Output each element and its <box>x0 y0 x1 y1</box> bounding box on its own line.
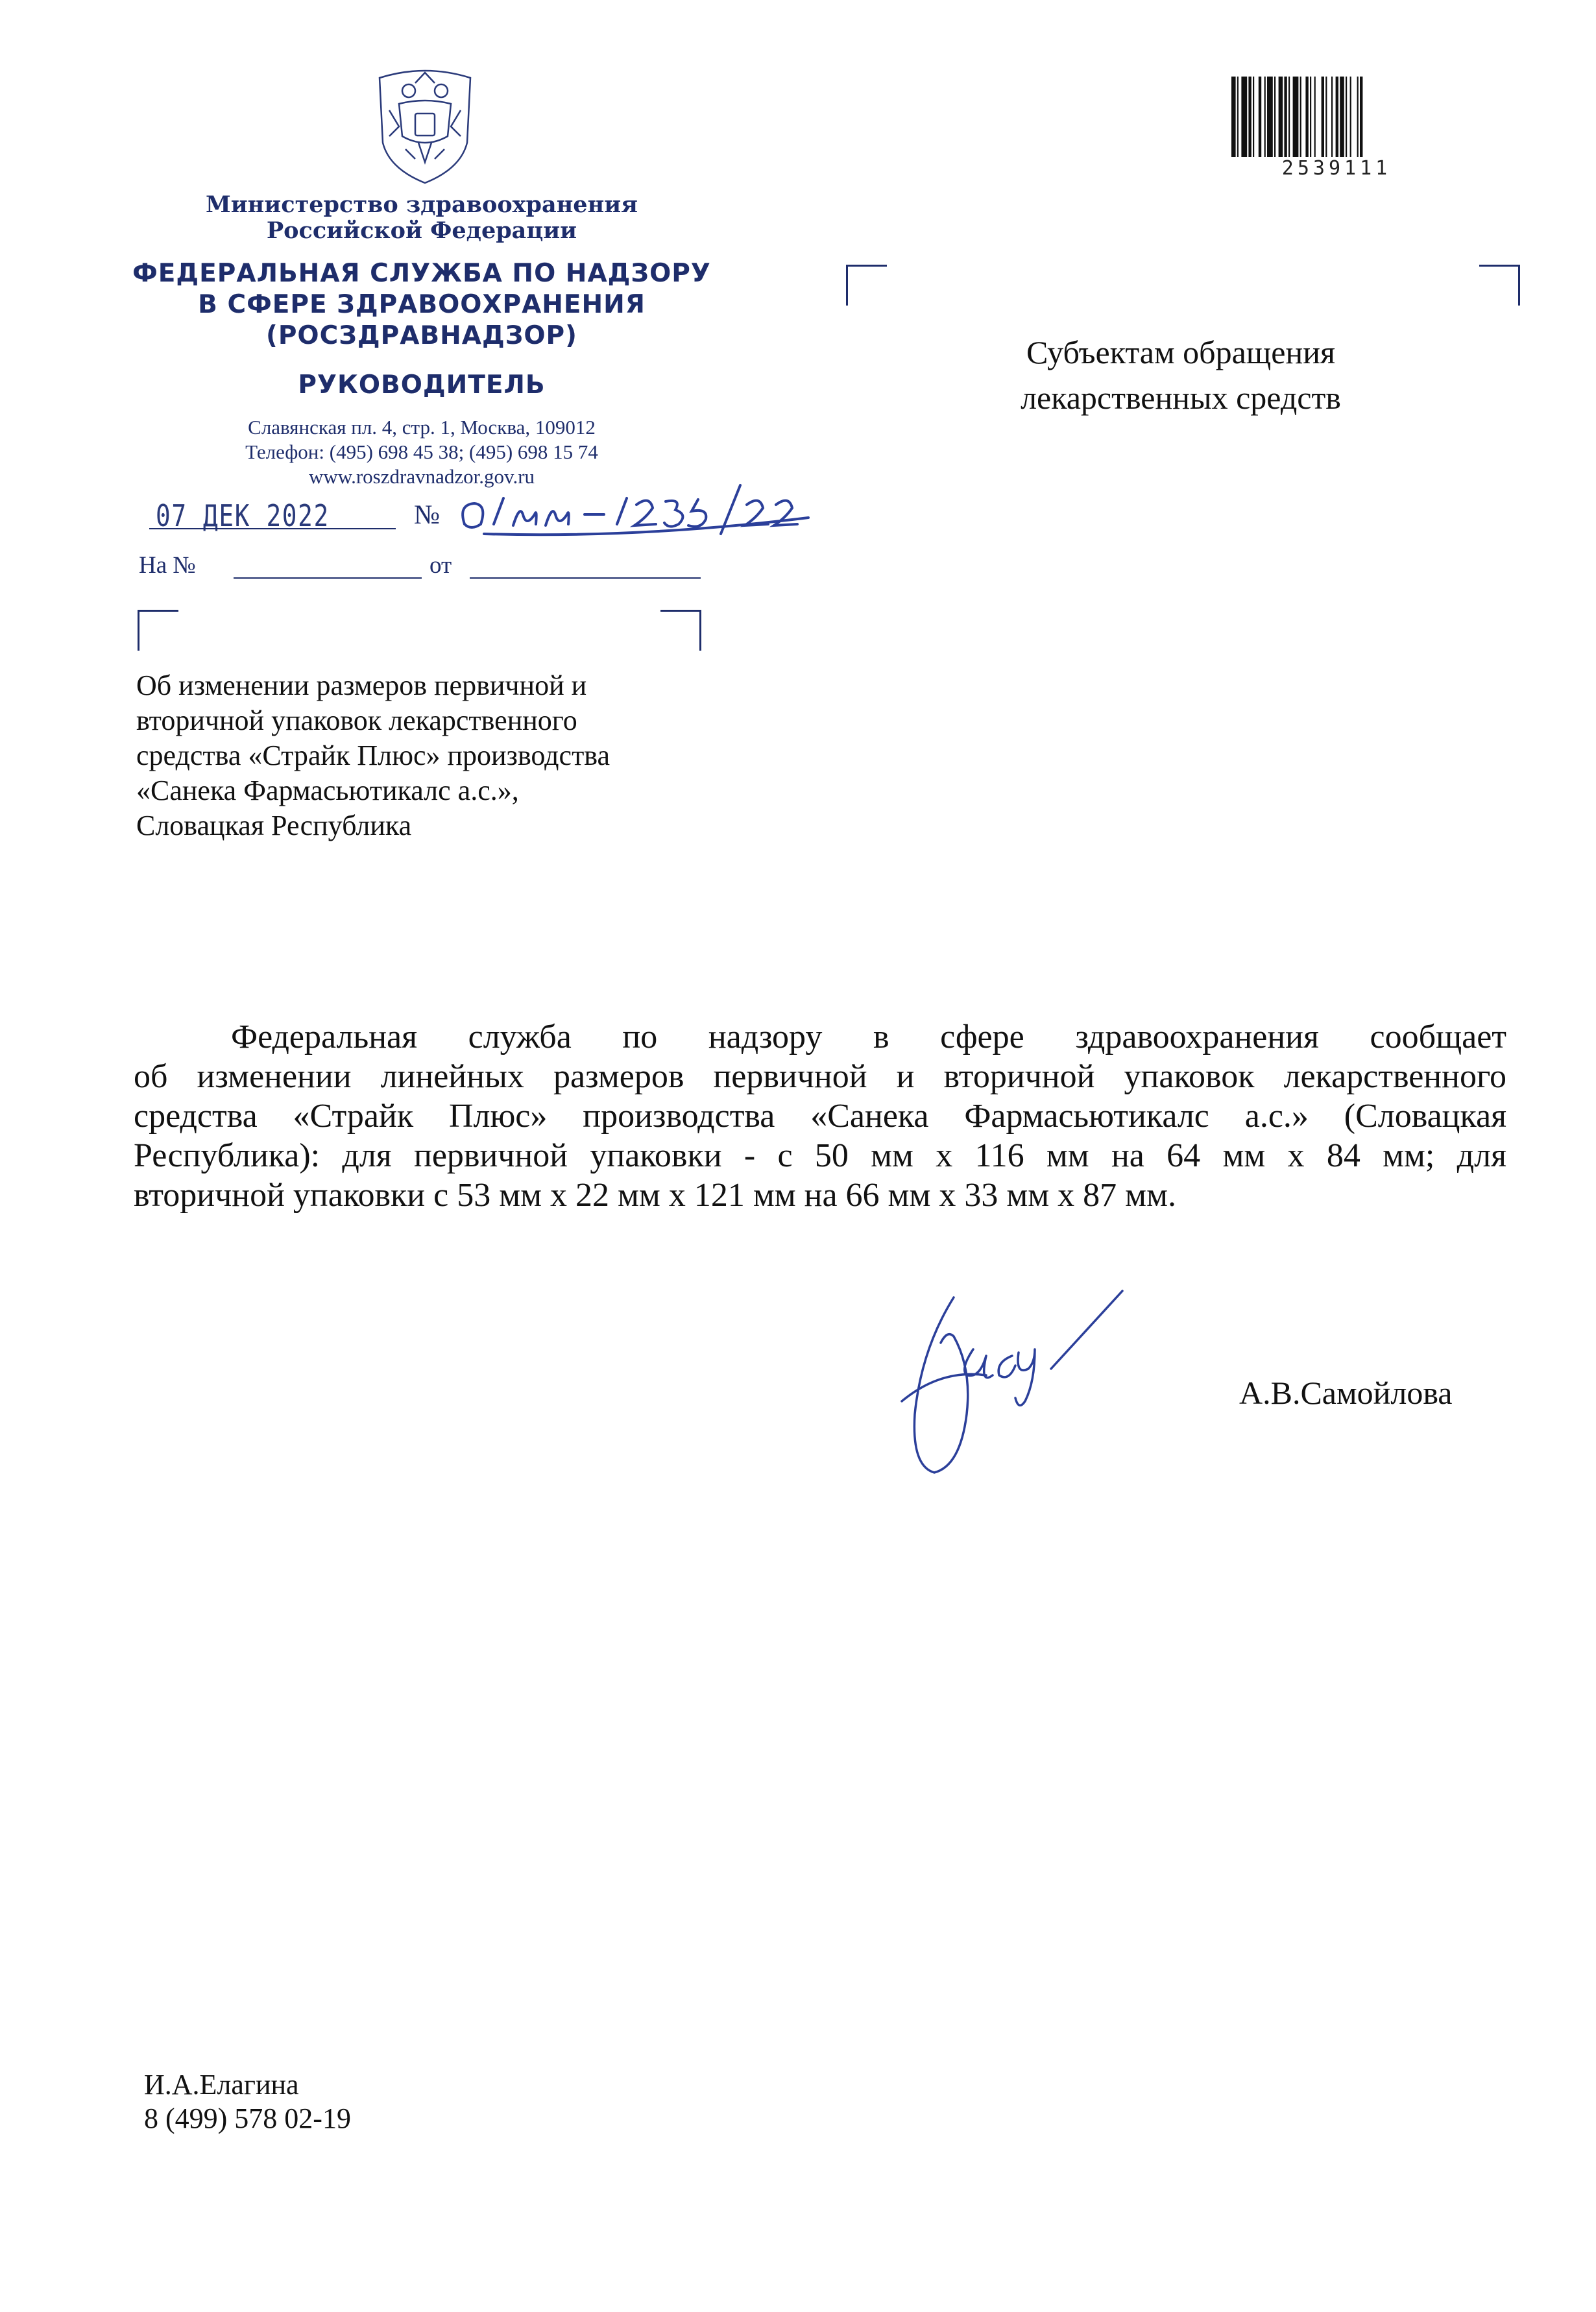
recipient-corner-left <box>846 265 887 306</box>
recipient: Субъектам обращения лекарственных средств <box>1021 334 1341 416</box>
subject-corner-right <box>660 610 701 651</box>
letter-subject: Об изменении размеров первичной и вторичной упаковок лекарственного средства «Страйк Плюс» производства «Санека Фармасьютикалс а.с.», Словацкая Республика <box>136 669 611 841</box>
barcode-number: 2539111 <box>1281 157 1392 180</box>
service-name: ФЕДЕРАЛЬНАЯ СЛУЖБА ПО НАДЗОРУ В СФЕРЕ ЗДРАВООХРАНЕНИЯ (РОСЗДРАВНАДЗОР) <box>132 259 711 350</box>
from-field <box>470 577 701 579</box>
from-label: от <box>429 552 452 579</box>
date-underline <box>149 528 396 529</box>
letterhead-contacts <box>91 415 753 489</box>
handwritten-registration-number <box>458 479 821 544</box>
reply-to-field <box>234 577 422 579</box>
body-line: об изменении линейных размеров первичной и вторичной упаковок лекарственного <box>134 1058 1506 1095</box>
coat-of-arms-icon <box>370 65 480 186</box>
body-line: вторичной упаковки с 53 мм х 22 мм х 121 мм на 66 мм х 33 мм х 87 мм. <box>134 1177 1176 1214</box>
address: Славянская пл. 4, стр. 1, Москва, 109012 <box>248 416 596 439</box>
head-title: РУКОВОДИТЕЛЬ <box>298 370 546 400</box>
subject-corner-left <box>138 610 178 651</box>
executor-phone: 8 (499) 578 02-19 <box>144 2102 351 2134</box>
body-line: Республика): для первичной упаковки - с 50 мм х 116 мм на 64 мм х 84 мм; для <box>134 1137 1506 1174</box>
executor-name: И.А.Елагина <box>144 2069 299 2101</box>
ministry-name: Министерство здравоохранения Российской Федерации <box>205 191 638 244</box>
reply-to-label: На № <box>139 552 196 579</box>
website: www.roszdravnadzor.gov.ru <box>308 465 535 488</box>
phone: Телефон: (495) 698 45 38; (495) 698 15 74 <box>245 440 598 463</box>
signatory-name: А.В.Самойлова <box>1239 1375 1453 1411</box>
handwritten-signature <box>876 1271 1135 1486</box>
number-sign: № <box>414 500 441 530</box>
barcode-icon <box>1230 77 1427 157</box>
date-stamp: 07 ДЕК 2022 <box>156 498 330 533</box>
letter-body <box>134 1017 1506 1215</box>
recipient-corner-right <box>1479 265 1520 306</box>
body-line: средства «Страйк Плюс» производства «Санека Фармасьютикалс а.с.» (Словацкая <box>134 1098 1506 1135</box>
body-line: Федеральная служба по надзору в сфере здравоохранения сообщает <box>231 1018 1506 1055</box>
